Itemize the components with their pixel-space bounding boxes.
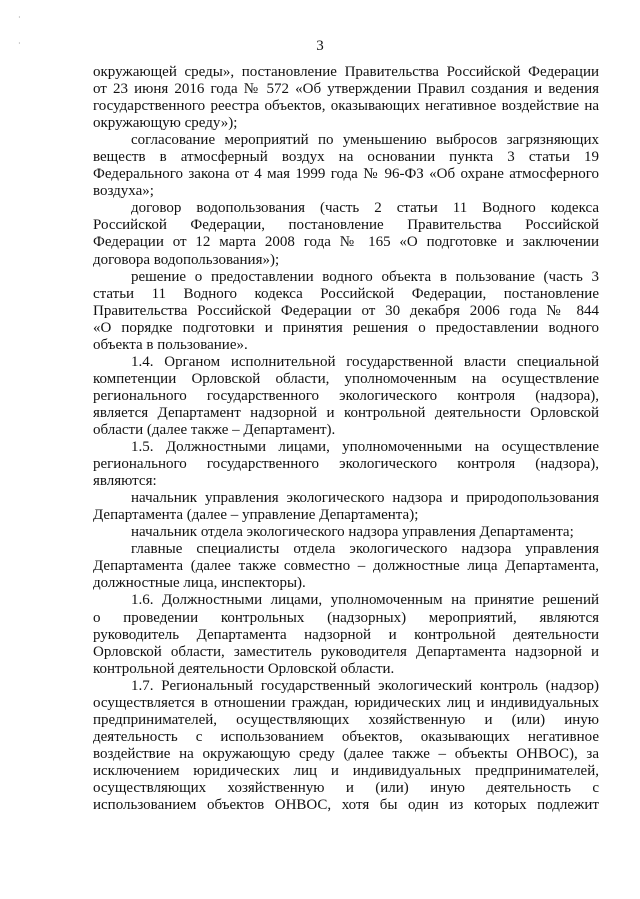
text-line: «О порядке подготовки и принятия решения о предоставлении водного <box>93 319 599 336</box>
text-line: согласование мероприятий по уменьшению выбросов загрязняющих <box>131 132 599 149</box>
text-line: воздуха»; <box>93 183 154 200</box>
text-line: осуществляется в отношении граждан, юридических лиц и индивидуальных <box>93 694 599 711</box>
text-line: компетенции Орловской области, уполномоченным на осуществление <box>93 370 599 387</box>
text-line: решение о предоставлении водного объекта в пользование (часть 3 <box>131 268 599 285</box>
text-line: воздействие на окружающую среду (далее также – объекты ОНВОС), за <box>93 745 599 762</box>
text-line: объекта в пользование». <box>93 336 248 353</box>
text-line: договор водопользования (часть 2 статьи 11 Водного кодекса <box>131 200 599 217</box>
text-line: использованием объектов ОНВОС, хотя бы один из которых подлежит <box>93 797 599 814</box>
text-line: 1.6. Должностными лицами, уполномоченным на принятие решений <box>131 592 599 609</box>
scan-speck-mark: · <box>18 13 21 22</box>
document-body <box>93 64 599 814</box>
text-line: являются: <box>93 473 157 490</box>
text-line: Правительства Российской Федерации от 30 декабря 2006 года № 844 <box>93 302 599 319</box>
text-line: начальник отдела экологического надзора управления Департамента; <box>131 524 574 541</box>
text-line: 1.5. Должностными лицами, уполномоченными на осуществление <box>131 439 599 456</box>
text-line: предпринимателей, осуществляющих хозяйственную и (или) иную <box>93 711 599 728</box>
text-line: государственного реестра объектов, оказывающих негативное воздействие на <box>93 98 599 115</box>
text-line: Российской Федерации, постановление Правительства Российской <box>93 217 599 234</box>
text-line: регионального государственного экологического контроля (надзора), <box>93 456 599 473</box>
text-line: договора водопользования»); <box>93 251 280 268</box>
text-line: начальник управления экологического надзора и природопользования <box>131 490 599 507</box>
text-line: окружающей среды», постановление Правительства Российской Федерации <box>93 64 599 80</box>
text-line: Орловской области, заместитель руководителя Департамента надзорной и <box>93 643 599 660</box>
text-line: статьи 11 Водного кодекса Российской Федерации, постановление <box>93 285 599 302</box>
text-line: Департамента (далее – управление Департамента); <box>93 507 419 524</box>
text-line: руководитель Департамента надзорной и контрольной деятельности <box>93 626 599 643</box>
text-line: осуществляющих хозяйственную и (или) иную деятельность с <box>93 779 599 796</box>
text-line: Федерального закона от 4 мая 1999 года № 96-ФЗ «Об охране атмосферного <box>93 166 599 183</box>
text-line: должностные лица, инспекторы). <box>93 575 306 592</box>
text-line: Федерации от 12 марта 2008 года № 165 «О подготовке и заключении <box>93 234 599 251</box>
text-line: является Департамент надзорной и контрольной деятельности Орловской <box>93 404 599 421</box>
text-line: деятельность с использованием объектов, оказывающих негативное <box>93 728 599 745</box>
text-line: исключением юридических лиц и индивидуальных предпринимателей, <box>93 762 599 779</box>
text-line: 1.4. Органом исполнительной государственной власти специальной <box>131 353 599 370</box>
text-line: главные специалисты отдела экологического надзора управления <box>131 541 599 558</box>
text-line: Департамента (далее также совместно – должностные лица Департамента, <box>93 558 599 575</box>
text-line: от 23 июня 2016 года № 572 «Об утверждении Правил создания и ведения <box>93 81 599 98</box>
text-line: окружающую среду»); <box>93 115 238 132</box>
text-line: о проведении контрольных (надзорных) мероприятий, являются <box>93 609 599 626</box>
page-number: 3 <box>316 38 324 54</box>
text-line: регионального государственного экологического контроля (надзора), <box>93 387 599 404</box>
text-line: области (далее также – Департамент). <box>93 421 336 438</box>
scan-speck-mark: · <box>18 39 21 48</box>
text-line: веществ в атмосферный воздух на основании пункта 3 статьи 19 <box>93 149 599 166</box>
text-line: 1.7. Региональный государственный экологический контроль (надзор) <box>131 677 599 694</box>
text-line: контрольной деятельности Орловской области. <box>93 660 395 677</box>
